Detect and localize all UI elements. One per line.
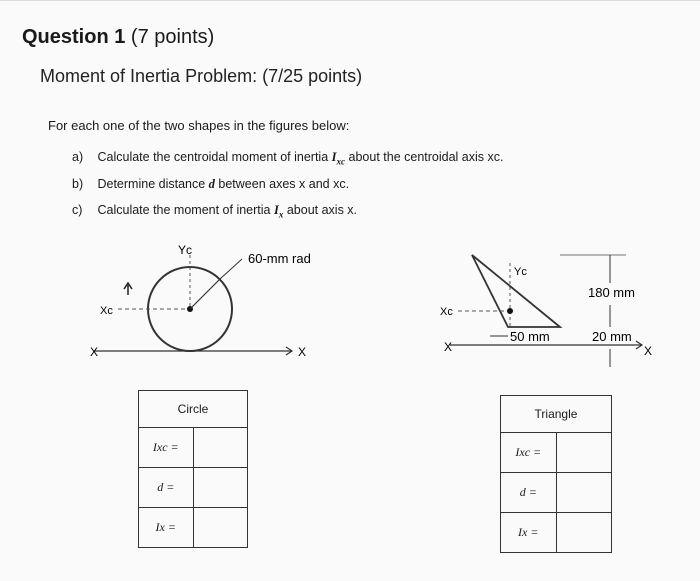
circle-table-row-label: Ix = (139, 508, 194, 548)
instructions: For each one of the two shapes in the figures below: (48, 118, 350, 133)
circle-radius-label: 60-mm rad (248, 251, 311, 266)
question-title (22, 26, 214, 49)
circle-table-row-label: d = (139, 468, 194, 508)
circle-table-row-label: Ixc = (139, 428, 194, 468)
circle-ix-input[interactable] (193, 508, 248, 548)
circle-figure (80, 235, 340, 370)
task-b-symbol (209, 177, 215, 191)
task-b-before: Determine distance (97, 176, 206, 191)
triangle-yc-label: Yc (514, 266, 527, 278)
triangle-base-label: 50 mm (510, 329, 550, 344)
task-c-symbol-letter: I (273, 203, 279, 217)
task-c-after: about axis x. (286, 203, 358, 217)
circle-x-label-left: X (90, 345, 99, 359)
task-a-symbol (331, 150, 346, 167)
task-c-before: Calculate the moment of inertia (97, 203, 271, 217)
task-c-symbol-sub: x (278, 209, 284, 220)
triangle-centroid (507, 308, 513, 314)
triangle-xc-label: Xc (440, 306, 453, 318)
task-b-after: between axes x and xc. (218, 176, 350, 191)
top-divider (0, 0, 700, 1)
circle-ixc-input[interactable] (193, 428, 248, 468)
triangle-offset-label: 20 mm (592, 329, 632, 344)
task-b-label: b) (72, 176, 84, 191)
circle-y-arrow (124, 283, 132, 295)
triangle-ix-input[interactable] (556, 513, 612, 553)
task-b (72, 173, 503, 200)
triangle-x-label-left: X (444, 340, 453, 354)
circle-radius-leader (220, 259, 242, 279)
circle-xc-label: Xc (100, 305, 113, 317)
circle-d-input[interactable] (193, 468, 248, 508)
task-a-symbol-sub: xc (336, 156, 346, 167)
problem-title: Moment of Inertia Problem: (7/25 points) (40, 66, 363, 86)
task-list (72, 146, 503, 226)
triangle-x-label: X (644, 344, 653, 358)
triangle-table-row-label: d = (501, 473, 557, 513)
circle-x-label: X (298, 345, 307, 359)
triangle-table-header: Triangle (501, 396, 612, 433)
task-a (72, 146, 503, 173)
circle-table (138, 390, 248, 548)
triangle-table-row-label: Ixc = (501, 433, 557, 473)
circle-radius-line (190, 279, 220, 309)
circle-table-header: Circle (139, 391, 248, 428)
triangle-height-label: 180 mm (588, 285, 635, 300)
task-c (72, 199, 503, 226)
task-c-symbol (273, 203, 284, 220)
task-b-symbol-letter: d (208, 176, 215, 191)
task-a-after: about the centroidal axis xc. (348, 150, 504, 164)
circle-yc-label: Yc (178, 243, 193, 257)
triangle-figure (430, 245, 670, 375)
task-a-label: a) (72, 150, 84, 164)
question-points: (7 points) (130, 26, 215, 48)
task-a-symbol-letter: I (331, 150, 337, 164)
triangle-table (500, 395, 612, 553)
task-a-before: Calculate the centroidal moment of inertia (97, 150, 329, 164)
triangle-ixc-input[interactable] (556, 433, 612, 473)
task-c-label: c) (72, 203, 83, 217)
question-number: Question 1 (22, 26, 126, 48)
triangle-d-input[interactable] (556, 473, 612, 513)
triangle-table-row-label: Ix = (501, 513, 557, 553)
